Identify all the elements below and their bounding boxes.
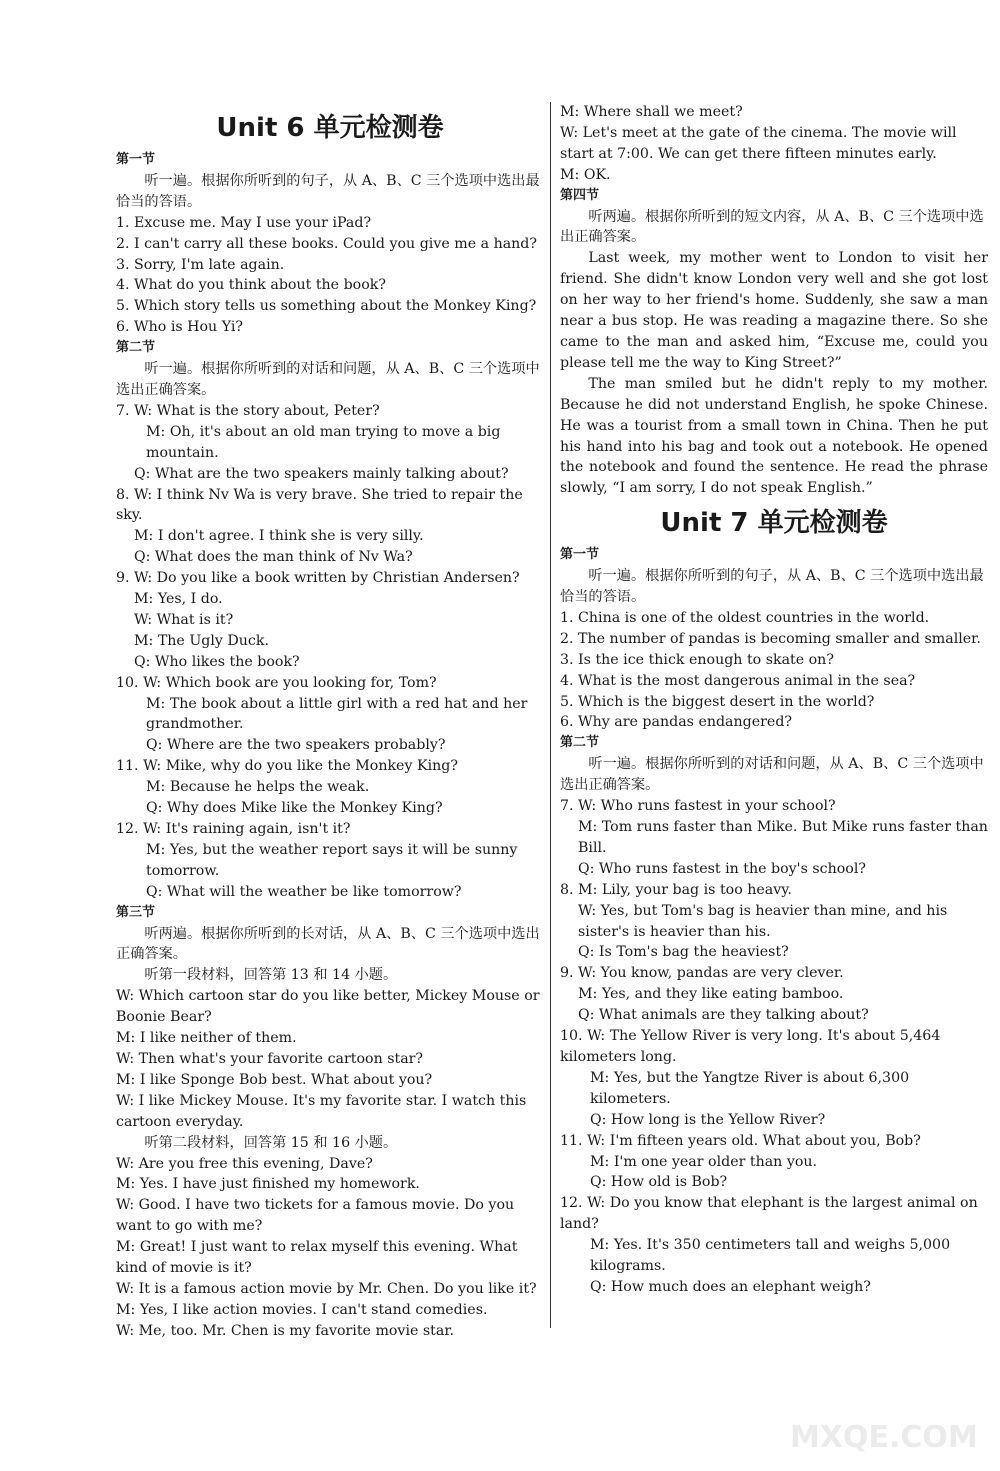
dialogue-line: M: I like Sponge Bob best. What about you? [116, 1071, 433, 1088]
dialogue-line: W: Are you free this evening, Dave? [116, 1155, 373, 1172]
dialogue-line: M: The book about a little girl with a red hat and her grandmother. [146, 695, 528, 733]
dialogue-line: M: Where shall we meet? [560, 104, 743, 120]
list-item: 2. The number of pandas is becoming smaller and smaller. [560, 630, 981, 647]
dialogue-line: 10. W: The Yellow River is very long. It's about 5,464 kilometers long. [560, 1028, 941, 1065]
dialogue-line: M: Yes, I do. [134, 591, 223, 608]
section-label: 第一节 [560, 547, 600, 563]
dialogue-line: W: Me, too. Mr. Chen is my favorite movie star. [116, 1322, 455, 1339]
material-note: 听第二段材料，回答第 15 和 16 小题。 [144, 1134, 398, 1151]
dialogue-line: M: Oh, it's about an old man trying to move a big mountain. [146, 423, 501, 461]
dialogue-line: M: Yes, but the weather report says it will be sunny tomorrow. [146, 841, 518, 879]
list-item: 6. Who is Hou Yi? [116, 319, 243, 336]
section-label: 第二节 [560, 735, 600, 751]
list-item: 5. Which is the biggest desert in the world? [560, 693, 875, 710]
dialogue-line: Q: Who likes the book? [134, 653, 300, 670]
dialogue-line: W: Yes, but Tom's bag is heavier than mine, and his sister's is heavier than his. [578, 902, 948, 940]
instruction: 听一遍。根据你所听到的对话和问题，从 A、B、C 三个选项中选出正确答案。 [116, 361, 540, 398]
dialogue-line: Q: What animals are they talking about? [578, 1007, 869, 1024]
right-column [560, 102, 988, 1298]
list-item: 5. Which story tells us something about the Monkey King? [116, 298, 537, 315]
dialogue-line: M: Yes, but the Yangtze River is about 6,300 kilometers. [590, 1069, 910, 1107]
passage-paragraph: Last week, my mother went to London to visit her friend. She didn't know London very well and she got lost on her way to her friend's home. Suddenly, she saw a man near a bus stop. He was reading a magazine there. So she came to the man and asked him, “Excuse me, could you please tell me the way to King Street?” [560, 250, 988, 371]
list-item: 3. Is the ice thick enough to skate on? [560, 651, 834, 668]
dialogue-line: W: Good. I have two tickets for a famous movie. Do you want to go with me? [116, 1197, 515, 1235]
dialogue-line: M: Yes. I have just finished my homework. [116, 1176, 420, 1193]
instruction: 听两遍。根据你所听到的长对话，从 A、B、C 三个选项中选出正确答案。 [116, 925, 540, 963]
dialogue-line: Q: Where are the two speakers probably? [146, 737, 446, 754]
dialogue-line: 7. W: What is the story about, Peter? [116, 402, 380, 419]
list-item: 1. China is one of the oldest countries in the world. [560, 609, 930, 626]
dialogue-line: 8. W: I think Nv Wa is very brave. She tried to repair the sky. [116, 486, 523, 524]
list-item: 4. What is the most dangerous animal in the sea? [560, 672, 916, 689]
dialogue-line: Q: What will the weather be like tomorrow? [146, 883, 462, 900]
dialogue-line: W: Which cartoon star do you like better, Mickey Mouse or Boonie Bear? [116, 988, 540, 1026]
section-label: 第三节 [116, 904, 156, 920]
dialogue-line: M: Because he helps the weak. [146, 779, 370, 796]
dialogue-line: M: I'm one year older than you. [590, 1153, 818, 1170]
dialogue-line: M: I like neither of them. [116, 1030, 297, 1047]
dialogue-line: M: Yes, and they like eating bamboo. [578, 986, 844, 1003]
material-note: 听第一段材料，回答第 13 和 14 小题。 [144, 967, 398, 984]
dialogue-line: M: The Ugly Duck. [134, 632, 269, 649]
dialogue-line: 12. W: Do you know that elephant is the largest animal on land? [560, 1195, 978, 1233]
dialogue-line: M: Yes. It's 350 centimeters tall and weighs 5,000 kilograms. [590, 1237, 951, 1275]
dialogue-line: 10. W: Which book are you looking for, Tom? [116, 674, 437, 691]
unit7-title: Unit 7 单元检测卷 [660, 508, 888, 539]
dialogue-line: Q: What are the two speakers mainly talking about? [134, 465, 509, 482]
watermark: MXQE.COM [790, 1420, 978, 1455]
dialogue-line: M: Great! I just want to relax myself this evening. What kind of movie is it? [116, 1239, 518, 1277]
list-item: 1. Excuse me. May I use your iPad? [116, 214, 372, 231]
section-label: 第一节 [116, 152, 156, 167]
instruction: 听一遍。根据你所听到的句子，从 A、B、C 三个选项中选出最恰当的答语。 [116, 172, 540, 210]
left-column [116, 102, 544, 1342]
dialogue-line: M: I don't agree. I think she is very silly. [134, 528, 424, 545]
dialogue-line: Q: What does the man think of Nv Wa? [134, 549, 413, 566]
instruction: 听一遍。根据你所听到的句子，从 A、B、C 三个选项中选出最恰当的答语。 [560, 568, 984, 606]
section-label: 第四节 [560, 187, 600, 203]
dialogue-line: W: Then what's your favorite cartoon star? [116, 1050, 424, 1067]
list-item: 3. Sorry, I'm late again. [116, 256, 285, 273]
list-item: 2. I can't carry all these books. Could you give me a hand? [116, 235, 537, 252]
dialogue-line: 11. W: Mike, why do you like the Monkey King? [116, 758, 458, 775]
dialogue-line: W: What is it? [134, 611, 234, 628]
dialogue-line: 12. W: It's raining again, isn't it? [116, 821, 351, 837]
dialogue-line: Q: How long is the Yellow River? [590, 1111, 826, 1128]
dialogue-line: 11. W: I'm fifteen years old. What about you, Bob? [560, 1132, 921, 1149]
dialogue-line: W: It is a famous action movie by Mr. Chen. Do you like it? [116, 1280, 537, 1297]
dialogue-line: 9. W: You know, pandas are very clever. [560, 965, 844, 982]
dialogue-line: Q: How much does an elephant weigh? [590, 1278, 871, 1295]
dialogue-line: Q: Who runs fastest in the boy's school? [578, 860, 866, 877]
dialogue-line: Q: Why does Mike like the Monkey King? [146, 800, 443, 817]
unit6-title: Unit 6 单元检测卷 [216, 113, 444, 143]
dialogue-line: 9. W: Do you like a book written by Christian Andersen? [116, 570, 520, 587]
dialogue-line: 7. W: Who runs fastest in your school? [560, 798, 836, 815]
instruction: 听一遍。根据你所听到的对话和问题，从 A、B、C 三个选项中选出正确答案。 [560, 756, 984, 794]
instruction: 听两遍。根据你所听到的短文内容，从 A、B、C 三个选项中选出正确答案。 [560, 208, 984, 246]
section-label: 第二节 [116, 340, 156, 356]
column-divider [550, 102, 551, 1328]
dialogue-line: Q: Is Tom's bag the heaviest? [578, 944, 789, 961]
dialogue-line: M: Yes, I like action movies. I can't stand comedies. [116, 1301, 488, 1318]
dialogue-line: M: OK. [560, 166, 611, 183]
dialogue-line: 8. M: Lily, your bag is too heavy. [560, 881, 792, 898]
dialogue-line: M: Tom runs faster than Mike. But Mike runs faster than Bill. [578, 819, 988, 856]
dialogue-line: Q: How old is Bob? [590, 1174, 728, 1191]
passage-paragraph: The man smiled but he didn't reply to my mother. Because he did not understand English, he spoke Chinese. He was a tourist from a small town in China. Then he put his hand into his bag and took out a notebook. He opened the notebook and found the sentence. He read the phrase slowly, “I am sorry, I do not speak English.” [560, 375, 988, 497]
dialogue-line: W: I like Mickey Mouse. It's my favorite star. I watch this cartoon everyday. [116, 1092, 527, 1130]
dialogue-line: W: Let's meet at the gate of the cinema. The movie will start at 7:00. We can get there fifteen minutes early. [560, 124, 957, 162]
list-item: 6. Why are pandas endangered? [560, 714, 793, 731]
list-item: 4. What do you think about the book? [116, 277, 386, 294]
